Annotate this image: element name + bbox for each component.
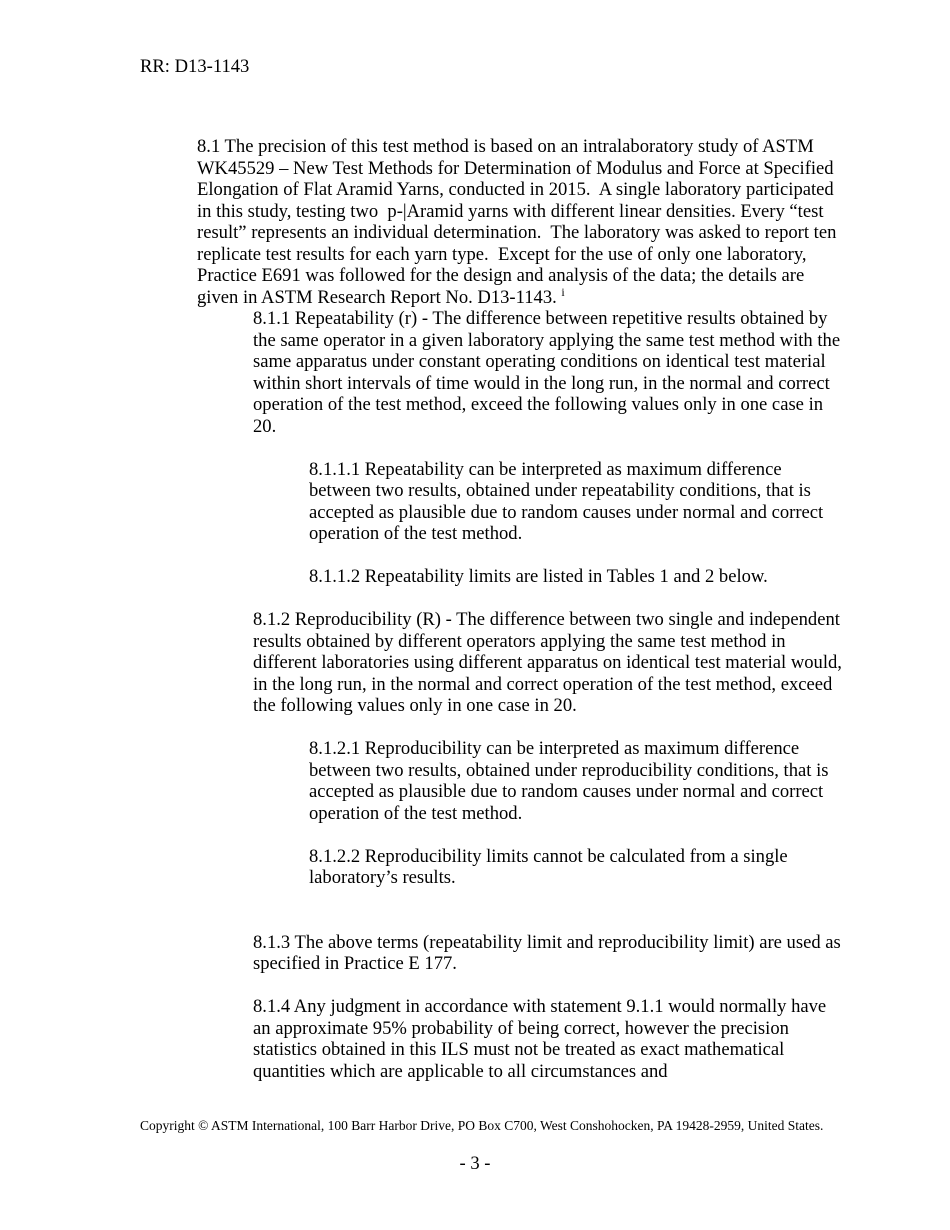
- copyright-line: Copyright © ASTM International, 100 Barr Harbor Drive, PO Box C700, West Conshohocken, PA 19428-2959, United States.: [140, 1118, 824, 1133]
- paragraph-8-1-2: 8.1.2 Reproducibility (R) - The difference between two single and independent results obtained by different operators applying the same test method in different laboratories using different apparatus on identical test material would, in the long run, in the normal and correct operation of the test method, exceed the following values only in one case in 20.: [253, 609, 847, 716]
- paragraph-8-1-2-1: 8.1.2.1 Reproducibility can be interpreted as maximum difference between two results, obtained under reproducibility conditions, that is accepted as plausible due to random causes under normal and correct operation of the test method.: [309, 738, 834, 824]
- paragraph-8-1-1-2: 8.1.1.2 Repeatability limits are listed in Tables 1 and 2 below.: [309, 566, 768, 587]
- paragraph-8-1-1: 8.1.1 Repeatability (r) - The difference between repetitive results obtained by the same operator in a given laboratory applying the same test method with the same apparatus under constant operating conditions on identical test material within short intervals of time would in the long run, in the normal and correct operation of the test method, exceed the following values only in one case in 20.: [253, 308, 845, 437]
- paragraph-8-1: [197, 136, 843, 308]
- document-body: [197, 136, 847, 1082]
- paragraph-8-1-1-1: 8.1.1.1 Repeatability can be interpreted as maximum difference between two results, obtained under repeatability conditions, that is accepted as plausible due to random causes under normal and correct operation of the test method.: [309, 458, 828, 544]
- paragraph-8-1-2-2: 8.1.2.2 Reproducibility limits cannot be calculated from a single laboratory’s results.: [309, 845, 793, 888]
- page-number: - 3 -: [459, 1153, 491, 1174]
- paragraph-8-1-3: 8.1.3 The above terms (repeatability limit and reproducibility limit) are used as specified in Practice E 177.: [253, 931, 846, 974]
- footnote-marker: i: [561, 284, 565, 299]
- report-number-header: RR: D13-1143: [140, 56, 250, 77]
- paragraph-8-1-4: 8.1.4 Any judgment in accordance with statement 9.1.1 would normally have an approximate 95% probability of being correct, however the precision statistics obtained in this ILS must not be treated as exact mathematical quantities which are applicable to all circumstances and: [253, 996, 831, 1082]
- paragraph-8-1-text: 8.1 The precision of this test method is based on an intralaboratory study of ASTM WK45529 – New Test Methods for Determination of Modulus and Force at Specified Elongation of Flat Aramid Yarns, conducted in 2015. A single laboratory participated in this study, testing two p-|Aramid yarns with different linear densities. Every “test result” represents an individual determination. The laboratory was asked to report ten replicate test results for each yarn type. Except for the use of only one laboratory, Practice E691 was followed for the design and analysis of the data; the details are given in ASTM Research Report No. D13-1143.: [197, 136, 842, 308]
